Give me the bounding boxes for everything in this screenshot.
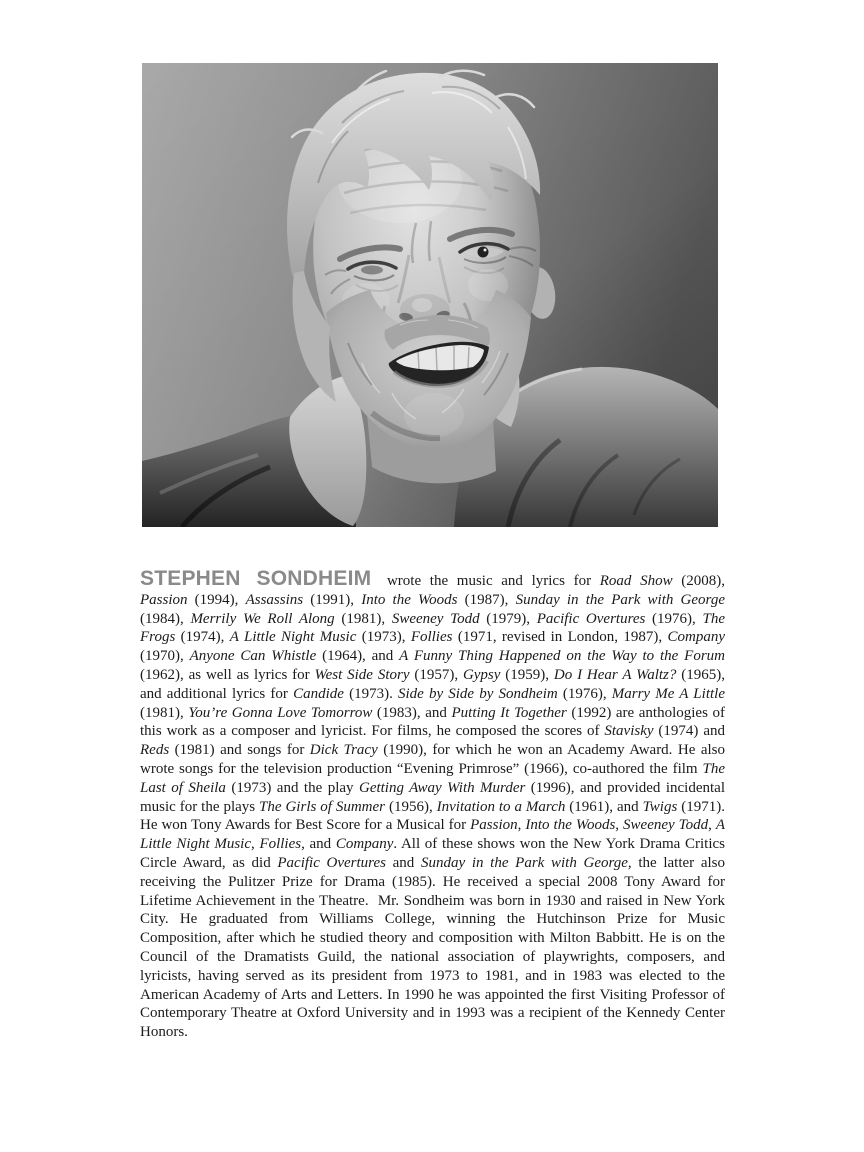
portrait-photo xyxy=(142,63,718,527)
bio-text: wrote the music and lyrics for Road Show (2008), Passion (1994), Assassins (1991), Into the Woods (1987), Sunday in the Park with George (1984), Merrily We Roll Along (1981), Sweeney Todd (1979), Pacific Overtures (1976), The Frogs (1974), A Little Night Music (1973), Follies (1971, revised in London, 1987), Company (1970), Anyone Can Whistle (1964), and A Funny Thing Happened on the Way to the Forum (1962), as well as lyrics for West Side Story (1957), Gypsy (1959), Do I Hear A Waltz? (1965), and additional lyrics for Candide (1973). Side by Side by Sondheim (1976), Marry Me A Little (1981), You’re Gonna Love Tomorrow (1983), and Putting It Together (1992) are anthologies of this work as a composer and lyricist. For films, he composed the scores of Stavisky (1974) and Reds (1981) and songs for Dick Tracy (1990), for which he won an Academy Award. He also wrote songs for the television production “Evening Primrose” (1966), co-authored the film The Last of Sheila (1973) and the play Getting Away With Murder (1996), and provided incidental music for the plays The Girls of Summer (1956), Invitation to a March (1961), and Twigs (1971). He won Tony Awards for Best Score for a Musical for Passion, Into the Woods, Sweeney Todd, A Little Night Music, Follies, and Company. All of these shows won the New York Drama Critics Circle Award, as did Pacific Overtures and Sunday in the Park with George, the latter also receiving the Pulitzer Prize for Drama (1985). He received a special 2008 Tony Award for Lifetime Achievement in the Theatre. Mr. Sondheim was born in 1930 and raised in New York City. He graduated from Williams College, winning the Hutchinson Prize for Music Composition, after which he studied theory and composition with Milton Babbitt. He is on the Council of the Dramatists Guild, the national association of playwrights, composers, and lyricists, having served as its president from 1973 to 1981, and in 1983 was elected to the American Academy of Arts and Letters. In 1990 he was appointed the first Visiting Professor of Contemporary Theatre at Oxford University and in 1993 was a recipient of the Kennedy Center Honors. xyxy=(140,573,726,1041)
bio-heading: STEPHEN SONDHEIM xyxy=(140,567,372,590)
portrait-illustration xyxy=(142,63,718,527)
bio-paragraph xyxy=(140,567,726,1042)
